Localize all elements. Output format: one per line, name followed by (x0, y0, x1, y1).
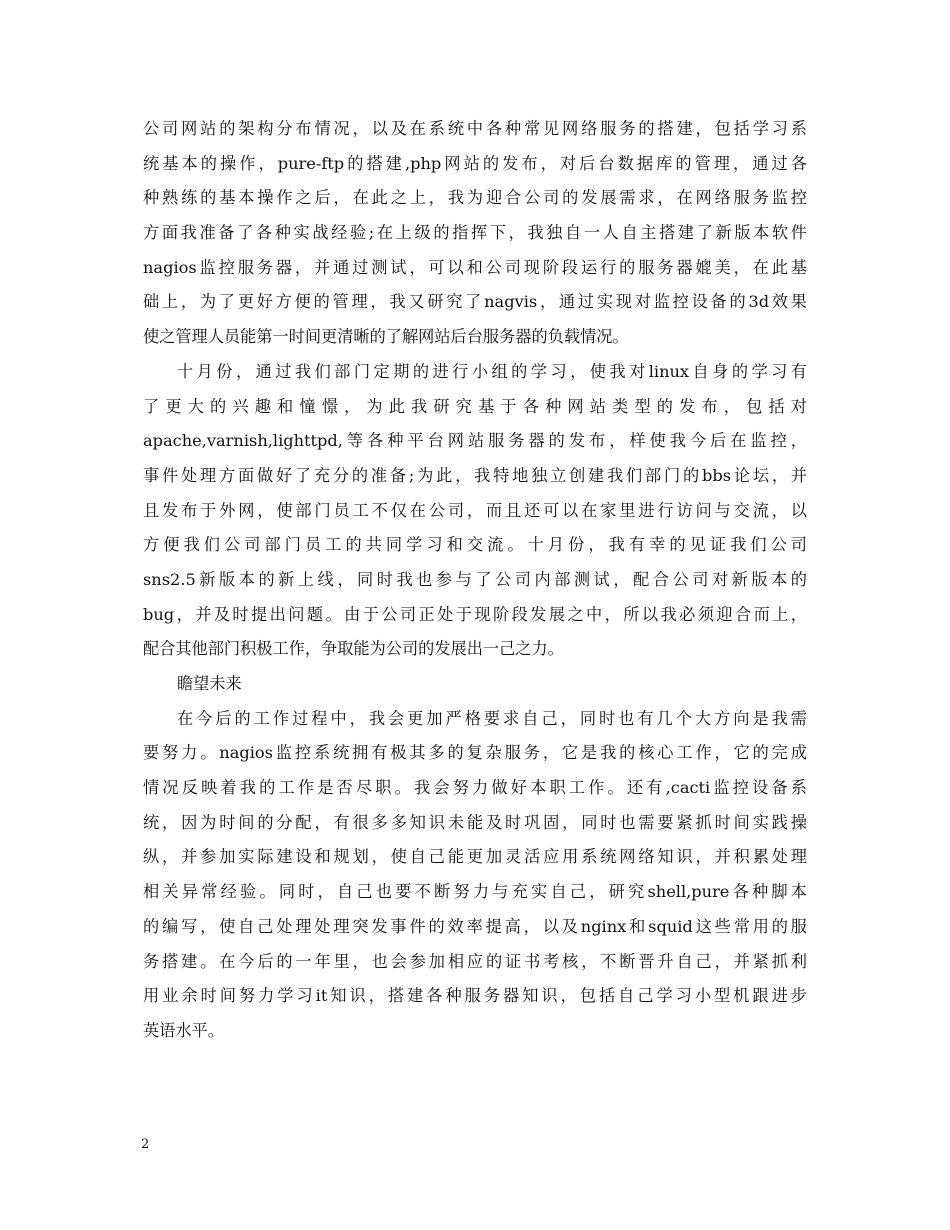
text-line: 的编写，使自己处理处理突发事件的效率提高，以及nginx和squid这些常用的服 (143, 916, 807, 936)
text-line: 相关异常经验。同时，自己也要不断努力与充实自己，研究shell,pure各种脚本 (143, 882, 807, 902)
text-line: 事件处理方面做好了充分的准备;为此，我特地独立创建我们部门的bbs论坛，并 (143, 465, 807, 485)
text-line: 使之管理人员能第一时间更清晰的了解网站后台服务器的负载情况。 (143, 327, 629, 347)
text-line: 统基本的操作，pure-ftp的搭建,php网站的发布，对后台数据库的管理，通过各 (143, 153, 807, 173)
text-line: 要努力。nagios监控系统拥有极其多的复杂服务，它是我的核心工作，它的完成 (143, 743, 807, 763)
text-line: 十月份，通过我们部门定期的进行小组的学习，使我对linux自身的学习有 (177, 361, 807, 381)
text-line: apache,varnish,lighttpd,等各种平台网站服务器的发布，样使我今后在监控， (143, 431, 807, 451)
text-line: 情况反映着我的工作是否尽职。我会努力做好本职工作。还有,cacti监控设备系 (143, 778, 807, 798)
text-line: 了更大的兴趣和憧憬，为此我研究基于各种网站类型的发布，包括对 (143, 396, 807, 416)
text-line: 且发布于外网，使部门员工不仅在公司，而且还可以在家里进行访问与交流，以 (143, 500, 807, 520)
section-heading: 瞻望未来 (177, 674, 242, 693)
text-line: 统，因为时间的分配，有很多多知识未能及时巩固，同时也需要紧抓时间实践操 (143, 812, 807, 832)
text-line: 用业余时间努力学习it知识，搭建各种服务器知识，包括自己学习小型机跟进步 (143, 986, 807, 1006)
text-line: 在今后的工作过程中，我会更加严格要求自己，同时也有几个大方向是我需 (177, 708, 807, 728)
text-line: 务搭建。在今后的一年里，也会参加相应的证书考核，不断晋升自己，并紧抓利 (143, 951, 807, 971)
text-line: 公司网站的架构分布情况，以及在系统中各种常见网络服务的搭建，包括学习系 (143, 119, 807, 138)
text-line: 英语水平。 (143, 1020, 224, 1040)
document-body (143, 112, 807, 1049)
text-line: bug，并及时提出问题。由于公司正处于现阶段发展之中，所以我必须迎合而上， (143, 604, 807, 624)
text-line: 础上，为了更好方便的管理，我又研究了nagvis，通过实现对监控设备的3d效果 (143, 292, 807, 312)
text-line: sns2.5新版本的新上线，同时我也参与了公司内部测试，配合公司对新版本的 (143, 569, 807, 589)
text-line: 配合其他部门积极工作，争取能为公司的发展出一己之力。 (143, 639, 564, 659)
text-line: 方面我准备了各种实战经验;在上级的指挥下，我独自一人自主搭建了新版本软件 (143, 223, 807, 243)
text-line: 种熟练的基本操作之后，在此之上，我为迎合公司的发展需求，在网络服务监控 (143, 188, 807, 208)
text-line: 方便我们公司部门员工的共同学习和交流。十月份，我有幸的见证我们公司 (143, 535, 807, 555)
text-line: 纵，并参加实际建设和规划，使自己能更加灵活应用系统网络知识，并积累处理 (143, 847, 807, 867)
text-line: nagios监控服务器，并通过测试，可以和公司现阶段运行的服务器媲美，在此基 (143, 257, 807, 277)
page-number: 2 (141, 1137, 150, 1152)
